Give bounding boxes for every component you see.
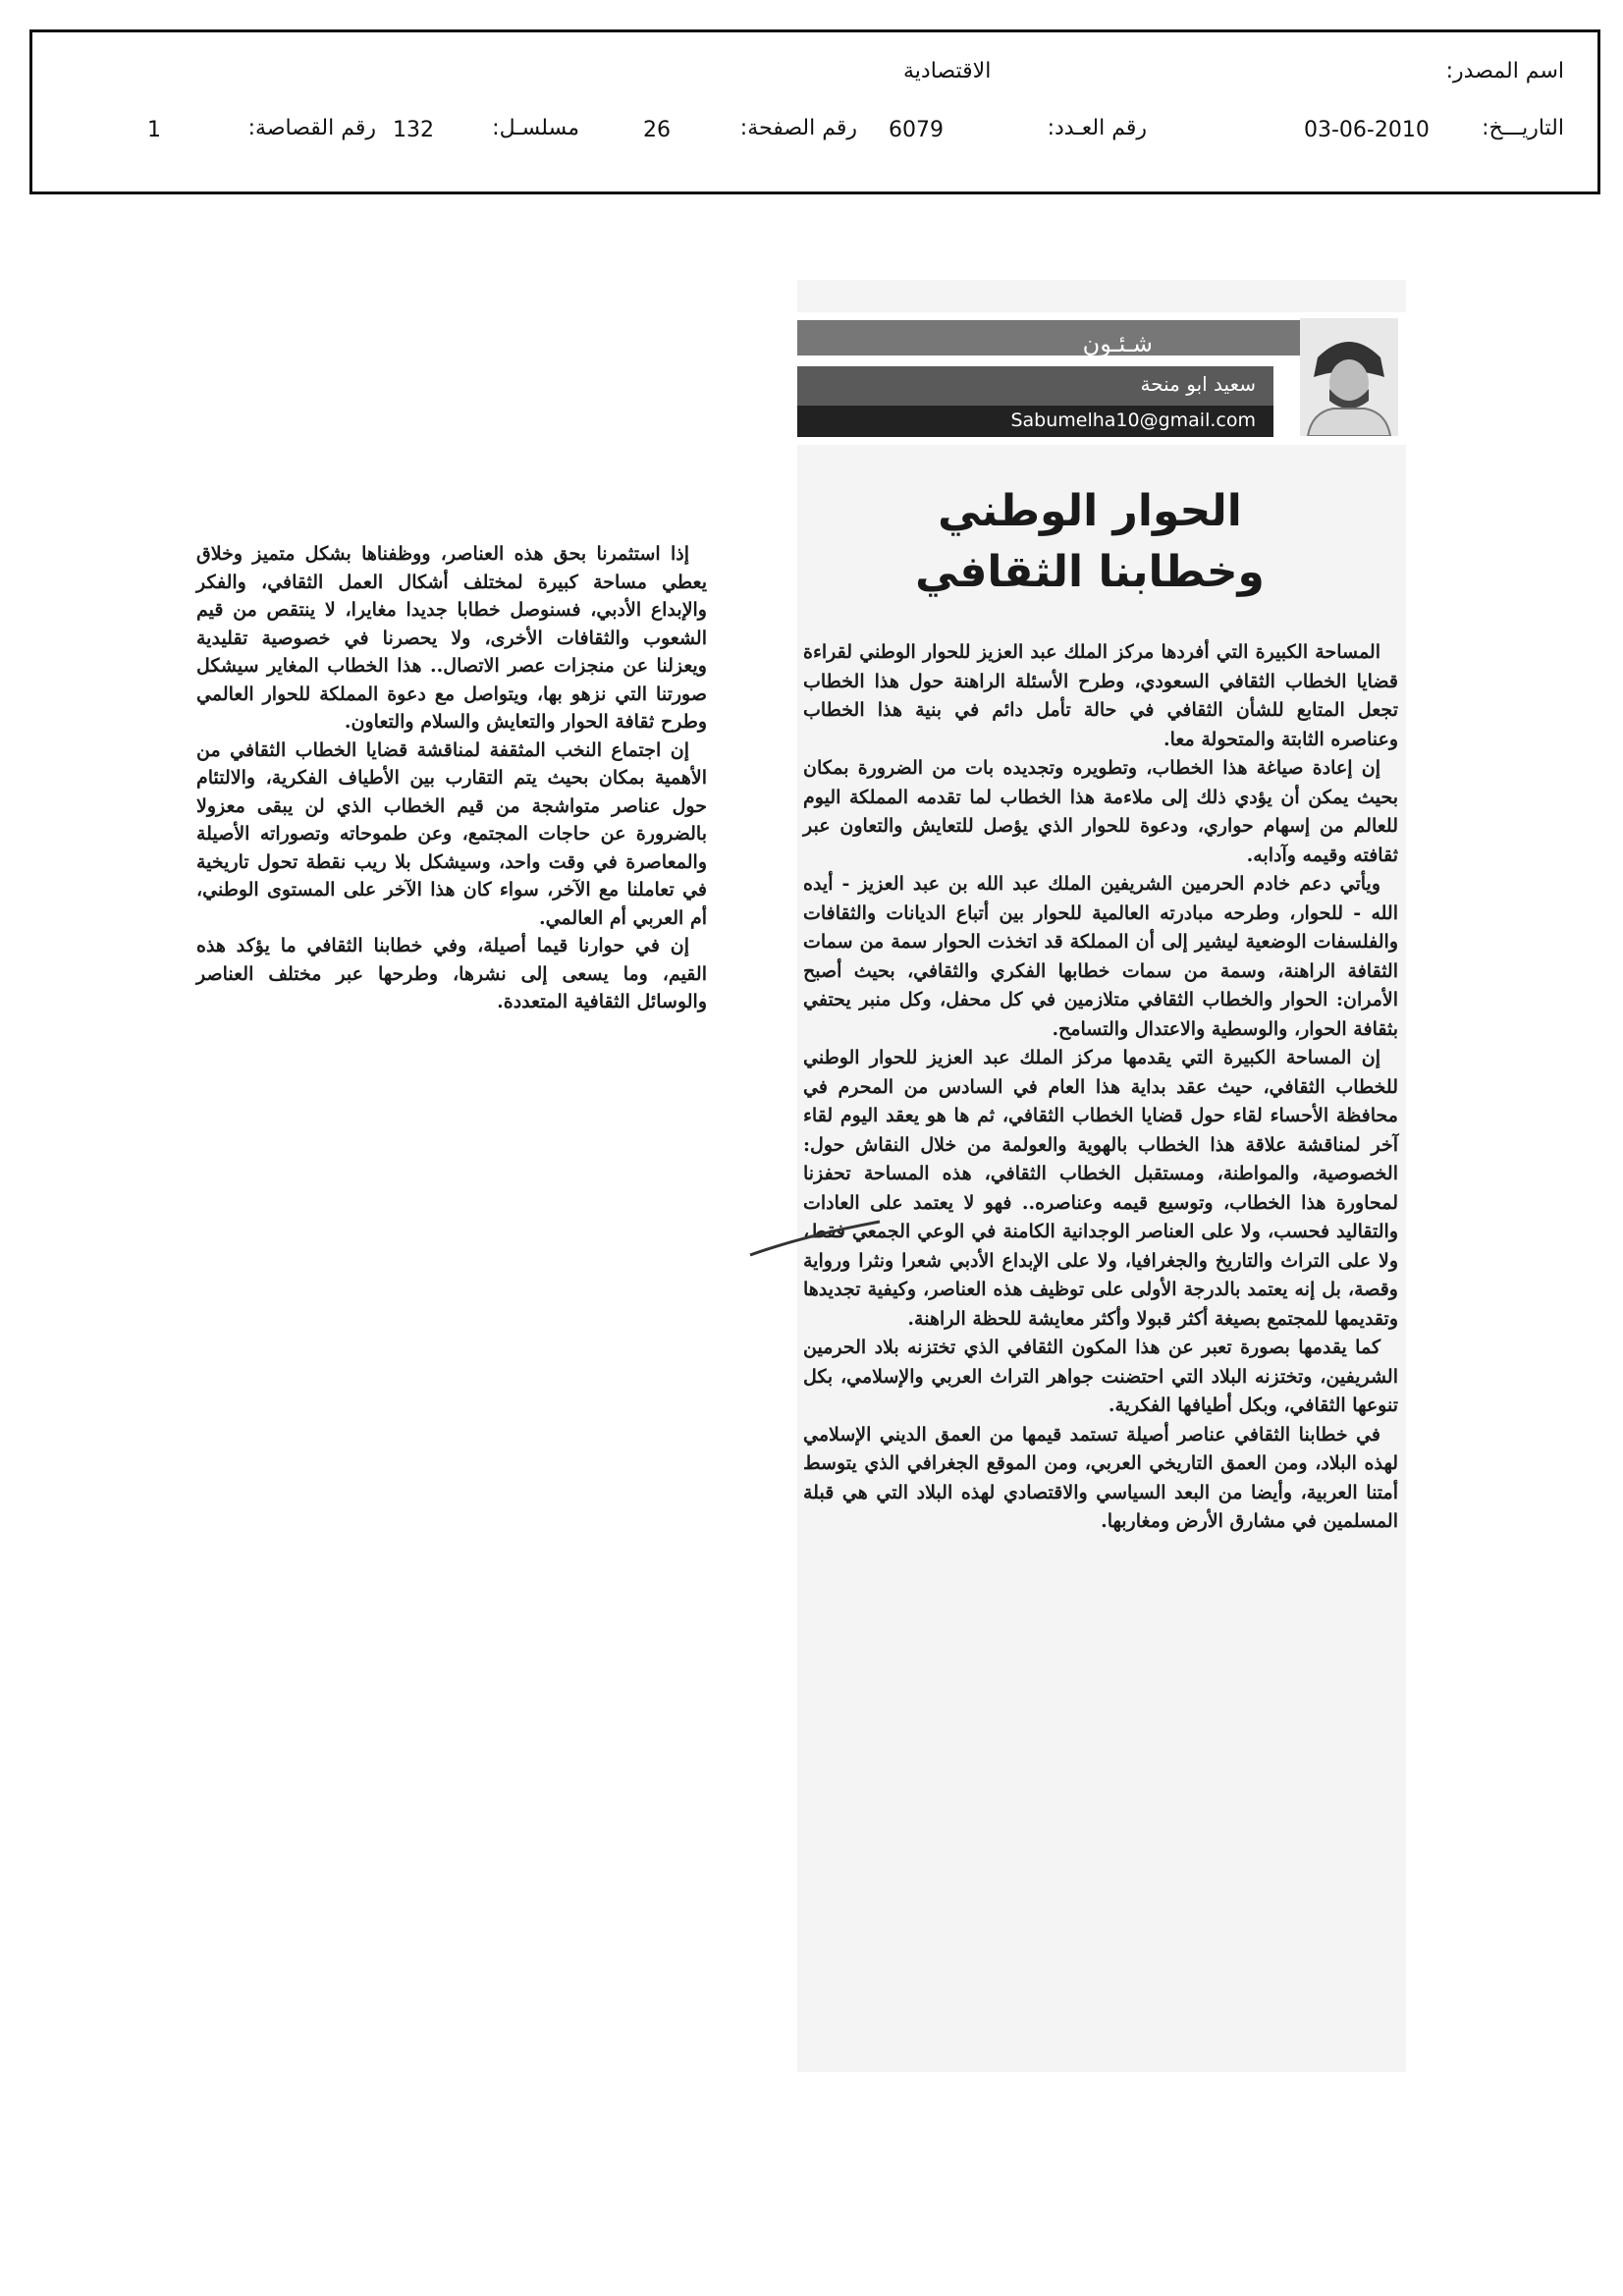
section-label: شـئـون xyxy=(1082,330,1153,357)
source-label: اسم المصدر: xyxy=(1445,59,1564,83)
paragraph: ويأتي دعم خادم الحرمين الشريفين الملك عبد الله بن عبد العزيز - أيده الله - للحوار، وطرحه مبادرته العالمية للحوار بين أتباع الديانات والثقافات والفلسفات الوضعية ليشير إلى أن المملكة قد اتخذت الحوار سمة من سمات الثقافة الراهنة، وسمة من سمات خطابها الفكري والثقافي، بحيث أصبح الأمران: الحوار والخطاب الثقافي متلازمين في كل محفل، وكل منبر يحتفي بثقافة الحوار، والوسطية والاعتدال والتسامح. xyxy=(803,873,1398,1040)
email-strip xyxy=(797,406,1273,437)
paragraph: في خطابنا الثقافي عناصر أصيلة تستمد قيمها من العمق الديني الإسلامي لهذه البلاد، ومن العمق التاريخي العربي، ومن الموقع الجغرافي الذي يتوسط أمتنا العربية، وأيضا من البعد السياسي والاقتصادي لهذه البلاد التي هي قبلة المسلمين في مشارق الأرض ومغاربها. xyxy=(803,1423,1398,1532)
serial-label: مسلسـل: xyxy=(492,116,579,140)
paragraph: إذا استثمرنا بحق هذه العناصر، ووظفناها بشكل متميز وخلاق يعطي مساحة كبيرة لمختلف أشكال العمل الثقافي، والفكر والإبداع الأدبي، فسنوصل خطابا جديدا مغايرا، لا ينتقص من قيم الشعوب والثقافات الأخرى، ولا يحصرنا في خصوصية تقليدية ويعزلنا عن منجزات عصر الاتصال.. هذا الخطاب المغاير سيشكل صورتنا التي نزهو بها، ويتواصل مع دعوة المملكة للحوار العالمي وطرح ثقافة الحوار والتعايش والسلام والتعاون. xyxy=(196,543,707,733)
serial-value: 132 xyxy=(393,118,434,142)
issue-label: رقم العـدد: xyxy=(1047,116,1147,140)
author-portrait-icon xyxy=(1300,318,1398,436)
article-title xyxy=(884,481,1296,603)
paragraph: كما يقدمها بصورة تعبر عن هذا المكون الثقافي الذي تختزنه بلاد الحرمين الشريفين، وتختزنه البلاد التي احتضنت جواهر التراث العربي والإسلامي، بكل تنوعها الثقافي، وبكل أطيافها الفكرية. xyxy=(803,1337,1398,1416)
author-strip xyxy=(797,366,1273,406)
paragraph: إن إعادة صياغة هذا الخطاب، وتطويره وتجديده بات من الضرورة بمكان بحيث يمكن أن يؤدي ذلك إلى ملاءمة هذا الخطاب لما تقدمه المملكة اليوم للعالم من إسهام حواري، ودعوة للحوار الذي يؤصل للتعايش والتعاون عبر ثقافته وقيمه وآدابه. xyxy=(803,757,1398,866)
page-label: رقم الصفحة: xyxy=(739,116,857,140)
paragraph: المساحة الكبيرة التي أفردها مركز الملك عبد العزيز للحوار الوطني لقراءة قضايا الخطاب الثقافي السعودي، وطرح الأسئلة الراهنة حول هذا الخطاب تجعل المتابع للشأن الثقافي في حالة تأمل دائم في بنية هذا الخطاب وعناصره الثابتة والمتحولة معا. xyxy=(803,641,1398,750)
date-label: التاريـــخ: xyxy=(1482,116,1564,140)
column-banner xyxy=(797,312,1406,445)
article-body-left-column xyxy=(196,540,707,1016)
author-name: سعيد ابو منحة xyxy=(1140,372,1256,396)
title-line-1: الحوار الوطني xyxy=(938,486,1242,536)
paragraph: إن المساحة الكبيرة التي يقدمها مركز الملك عبد العزيز للحوار الوطني للخطاب الثقافي، حيث عقد بداية هذا العام في السادس من المحرم في محافظة الأحساء لقاء حول قضايا الخطاب الثقافي، ثم ها هو يعقد اليوم لقاء آخر لمناقشة علاقة هذا الخطاب بالهوية والعولمة من خلال النقاش حول: الخصوصية، والمواطنة، ومستقبل الخطاب الثقافي، هذه المساحة تحفزنا لمحاورة هذا الخطاب، وتوسيع قيمه وعناصره.. فهو لا يعتمد على العادات والتقاليد فحسب، ولا على العناصر الوجدانية الكامنة في الوعي الجمعي فقط، ولا على التراث والتاريخ والجغرافيا، ولا على الإبداع الأدبي شعرا ونثرا ورواية وقصة، بل إنه يعتمد بالدرجة الأولى على توظيف هذه العناصر، وكيفية تجديدها وتقديمها للمجتمع بصيغة أكثر قبولا وأكثر معايشة للحظة الراهنة. xyxy=(803,1047,1398,1330)
source-value: الاقتصادية xyxy=(903,59,992,83)
article-body-right-column xyxy=(803,638,1398,1537)
author-email: Sabumelha10@gmail.com xyxy=(1010,410,1256,431)
title-line-2: وخطابنا الثقافي xyxy=(915,547,1265,597)
pen-stroke-mark xyxy=(746,1218,884,1277)
paragraph: إن اجتماع النخب المثقفة لمناقشة قضايا الخطاب الثقافي من الأهمية بمكان بحيث يتم التقارب بين الأطياف الفكرية، والالتئام حول عناصر متواشجة من قيم الخطاب الذي لن يبقى معزولا بالضرورة عن حاجات المجتمع، وعن طموحاته وتصوراته الأصيلة والمعاصرة في وقت واحد، وسيشكل بلا ريب نقطة تحول تاريخية في تعاملنا مع الآخر، سواء كان هذا الآخر على المستوى الوطني، أم العربي أم العالمي. xyxy=(196,738,707,929)
date-value: 03-06-2010 xyxy=(1304,118,1430,142)
paragraph: إن في حوارنا قيما أصيلة، وفي خطابنا الثقافي ما يؤكد هذه القيم، وما يسعى إلى نشرها، وطرحها عبر مختلف العناصر والوسائل الثقافية المتعددة. xyxy=(196,935,707,1012)
clip-label: رقم القصاصة: xyxy=(247,116,376,140)
clipping-metadata-box xyxy=(29,29,1600,194)
page-value: 26 xyxy=(643,118,671,142)
clip-value: 1 xyxy=(147,118,161,142)
issue-value: 6079 xyxy=(889,118,944,142)
section-bar xyxy=(797,320,1300,355)
